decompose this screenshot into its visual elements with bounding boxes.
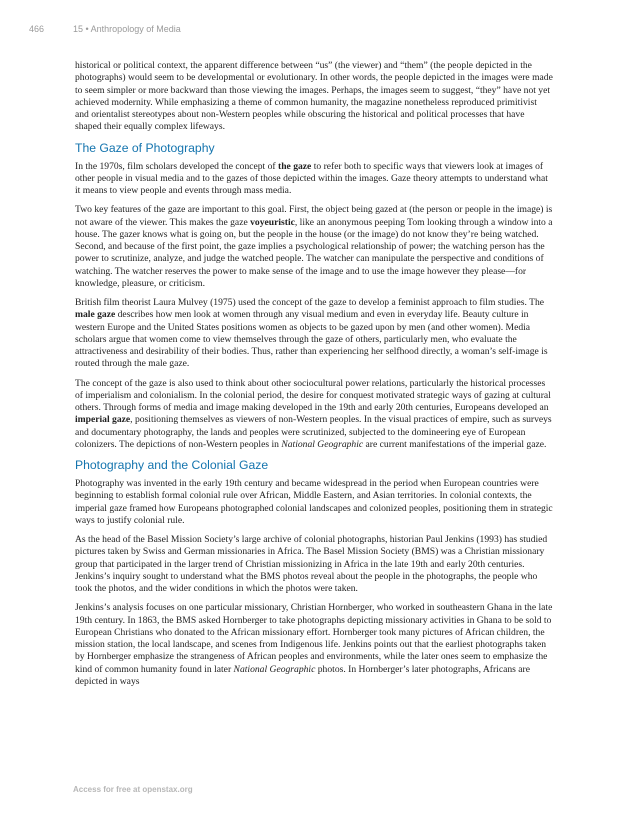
paragraph <box>75 297 553 371</box>
text-run: Jenkins’s analysis focuses on one particular missionary, Christian Hornberger, who worked in southeastern Ghana in the late 19th century. In 1863, the BMS asked Hornberger to take photographs depicting missionary activities in Ghana to be sold to European Christians who donated to the African missionary effort. Hornberger took many pictures of African children, the mission station, the local landscape, and scenes from Indigenous life. Jenkins points out that the earliest photographs taken by Hornberger emphasize the strangeness of African peoples and environments, while the later ones seem to emphasize the kind of common humanity found in later <box>75 602 553 675</box>
text-run: photos. In Hornberger’s later photographs, Africans are depicted in ways <box>75 663 531 687</box>
section-heading-colonial-gaze: Photography and the Colonial Gaze <box>75 458 269 472</box>
text-run: , positioning themselves as viewers of non-Western peoples. In the visual practices of empire, such as surveys and documentary photography, the lands and peoples were scrutinized, subjected to the domineering eye of European colonizers. The depictions of non-Western peoples in <box>75 414 552 450</box>
key-term-male-gaze[interactable]: male gaze <box>75 309 116 321</box>
text-run: Two key features of the gaze are important to this goal. First, the object being gazed at (the person or people in the image) is not aware of the viewer. This makes the gaze <box>75 204 553 228</box>
paragraph <box>75 378 553 452</box>
key-term-imperial-gaze[interactable]: imperial gaze <box>75 414 131 426</box>
paragraph <box>75 161 553 198</box>
paragraph: historical or political context, the apparent difference between “us” (the viewer) and “them” (the people depicted in the photographs) would seem to be developmental or evolutionary. In other words, the people depicted in the images were made to seem simpler or more backward than those viewing the images. Perhaps, the images seem to suggest, “they” have not yet achieved modernity. While emphasizing a theme of common humanity, the magazine nonetheless reproduced primitivist and orientalist stereotypes about non-Western peoples while obscuring the historical and political processes that have shaped their equally complex lifeways. <box>75 60 553 133</box>
page-body <box>75 60 553 695</box>
text-run: are current manifestations of the imperial gaze. <box>363 438 547 450</box>
paragraph <box>75 204 553 290</box>
text-run: to refer both to specific ways that viewers look at images of other people in visual media and to the gazes of those depicted within the images. Gaze theory attempts to understand what it means to view people and events through mass media. <box>75 160 548 196</box>
paragraph: As the head of the Basel Mission Society’s large archive of colonial photographs, historian Paul Jenkins (1993) has studied pictures taken by Swiss and German missionaries in Africa. The Basel Mission Society (BMS) was a Christian missionary group that participated in the larger trend of Christian missionizing in Africa in the late 19th and early 20th centuries. Jenkins’s inquiry sought to understand what the BMS photos reveal about the people in the photographs, the people who took the photos, and the wider conditions in which the photos were taken. <box>75 534 548 594</box>
section-heading-gaze-of-photography: The Gaze of Photography <box>75 140 215 155</box>
publication-title: National Geographic <box>233 663 316 675</box>
paragraph: Photography was invented in the early 19th century and became widespread in the period when European countries were beginning to establish formal colonial rule over African, Middle Eastern, and Asian territories. In colonial contexts, the imperial gaze framed how Europeans photographed colonial landscapes and colonized peoples, positioning them in strategic ways to justify colonial rule. <box>75 478 553 526</box>
page-number: 466 <box>29 24 45 34</box>
key-term-voyeuristic[interactable]: voyeuristic <box>250 216 295 228</box>
text-run: , like an anonymous peeping Tom looking through a window into a house. The gazer knows what is going on, but the people in the house (or the image) do not know they’re being watched. Second, and because of the first point, the gaze implies a psychological relationship of power; the watching person has the power to scrutinize, analyze, and judge the watched people. The watcher can manipulate the perspective and conditions of watching. The watcher reserves the power to make sense of the image and to use the image however they please—for knowledge, pleasure, or criticism. <box>75 216 553 289</box>
publication-title: National Geographic <box>281 438 364 450</box>
text-run: British film theorist Laura Mulvey (1975) used the concept of the gaze to develop a feminist approach to film studies. The <box>75 297 544 308</box>
running-head: 15 • Anthropology of Media <box>73 24 181 34</box>
text-run: In the 1970s, film scholars developed the concept of <box>75 160 279 172</box>
paragraph <box>75 602 553 688</box>
footer-link[interactable]: Access for free at openstax.org <box>73 785 193 794</box>
key-term-the-gaze[interactable]: the gaze <box>278 160 312 172</box>
text-run: describes how men look at women through any visual medium and even in everyday life. Beauty culture in western Europe and the United States positions women as objects to be gazed upon by men (and other women). Media scholars argue that women come to view themselves through the gaze of others, particularly men, who evaluate the attractiveness and desirability of their bodies. Thus, rather than experiencing her selfhood directly, a woman’s self-image is routed through the male gaze. <box>75 309 548 370</box>
text-run: The concept of the gaze is also used to think about other sociocultural power relations, particularly the historical processes of imperialism and colonialism. In the colonial period, the desire for conquest motivated strategic ways of gazing at cultural others. Through forms of media and image making developed in the 19th and early 20th centuries, Europeans developed an <box>75 377 551 413</box>
